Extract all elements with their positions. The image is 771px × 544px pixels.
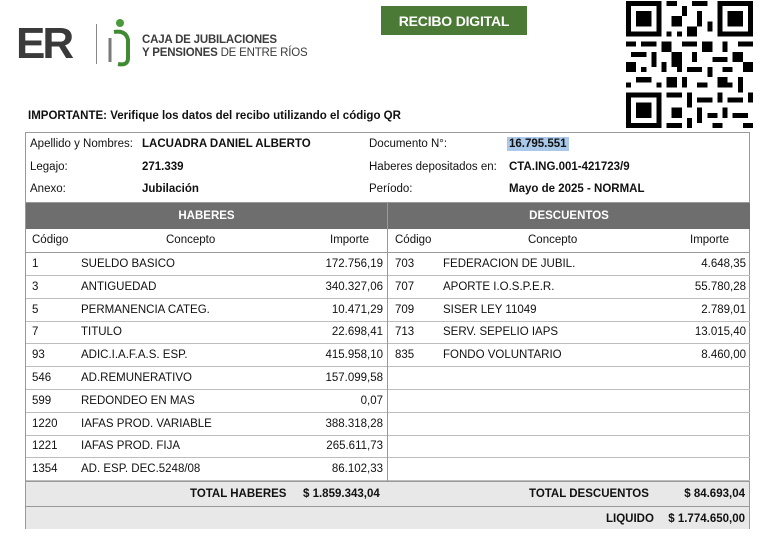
descuentos-header: DESCUENTOS <box>388 203 750 229</box>
haberes-concepto-cell: TITULO <box>81 326 122 339</box>
descuentos-importe-cell: 8.460,00 <box>701 349 746 362</box>
descuentos-col-codigo: Código <box>395 234 432 246</box>
descuentos-codigo-cell: 707 <box>395 280 415 293</box>
haberes-table-row <box>26 367 387 390</box>
haberes-codigo-cell: 93 <box>32 349 45 362</box>
anexo-value: Jubilación <box>142 183 199 195</box>
haberes-table-row <box>26 253 387 276</box>
info-row-3 <box>26 178 749 200</box>
haberes-concepto-cell: IAFAS PROD. FIJA <box>81 440 181 453</box>
total-descuentos-value: $ 84.693,04 <box>684 488 745 500</box>
haberes-concepto-cell: REDONDEO EN MAS <box>81 394 195 407</box>
haberes-codigo-cell: 7 <box>32 326 39 339</box>
logo-separator <box>96 24 97 64</box>
haberes-concepto-cell: AD.REMUNERATIVO <box>81 372 192 384</box>
apellido-value: LACUADRA DANIEL ALBERTO <box>142 138 311 150</box>
haberes-codigo-cell: 1 <box>32 258 39 270</box>
descuentos-table-row <box>388 458 750 481</box>
legajo-label: Legajo: <box>30 161 68 173</box>
descuentos-table-row <box>388 367 750 390</box>
qr-code-icon[interactable] <box>626 1 753 128</box>
haberes-concepto-cell: ADIC.I.A.F.A.S. ESP. <box>81 349 188 362</box>
descuentos-codigo-cell: 835 <box>395 349 415 362</box>
beneficiary-info <box>25 132 750 202</box>
receipt-table <box>25 202 750 529</box>
anexo-label: Anexo: <box>30 183 66 195</box>
periodo-label: Período: <box>369 183 413 195</box>
descuentos-importe-cell: 55.780,28 <box>694 280 746 293</box>
haberes-importe-cell: 10.471,29 <box>331 303 383 316</box>
apellido-label: Apellido y Nombres: <box>30 138 133 150</box>
haberes-table-row <box>26 390 387 413</box>
haberes-column-headers <box>26 229 387 253</box>
total-descuentos-label: TOTAL DESCUENTOS <box>529 488 649 500</box>
column-divider <box>387 203 388 481</box>
haberes-table-row <box>26 299 387 322</box>
info-row-2 <box>26 156 749 178</box>
haberes-table-row <box>26 344 387 367</box>
descuentos-concepto-cell: SISER LEY 11049 <box>443 303 537 316</box>
org-line2-light: DE ENTRE RÍOS <box>220 47 308 59</box>
haberes-codigo-cell: 1354 <box>32 463 58 476</box>
totals-band <box>26 481 749 506</box>
haberes-concepto-cell: PERMANENCIA CATEG. <box>81 303 210 316</box>
descuentos-concepto-cell: FEDERACION DE JUBIL. <box>443 258 576 270</box>
liquido-band <box>26 506 749 529</box>
descuentos-table-row <box>388 321 750 344</box>
haberes-importe-cell: 172.756,19 <box>325 258 383 270</box>
haberes-importe-cell: 388.318,28 <box>325 417 383 430</box>
haberes-codigo-cell: 599 <box>32 394 52 407</box>
descuentos-col-importe: Importe <box>690 234 729 246</box>
haberes-col-codigo: Código <box>32 234 69 246</box>
recibo-digital-badge: RECIBO DIGITAL <box>381 6 527 35</box>
documento-value: 16.795.551 <box>509 138 567 150</box>
total-haberes-value: $ 1.859.343,04 <box>303 488 380 500</box>
haberes-importe-cell: 0,07 <box>360 394 383 407</box>
haberes-importe-cell: 415.958,10 <box>325 349 383 362</box>
haberes-importe-cell: 265.611,73 <box>326 440 383 453</box>
haberes-table-row <box>26 321 387 344</box>
haberes-table-row <box>26 276 387 299</box>
descuentos-importe-cell: 4.648,35 <box>701 258 746 270</box>
haberes-col-importe: Importe <box>330 234 369 246</box>
descuentos-table-row <box>388 413 750 436</box>
haberes-concepto-cell: ANTIGUEDAD <box>81 280 157 293</box>
descuentos-table-row <box>388 390 750 413</box>
haberes-header: HABERES <box>26 203 387 229</box>
haberes-concepto-cell: SUELDO BASICO <box>81 258 175 270</box>
haberes-depositados-label: Haberes depositados en: <box>369 161 497 173</box>
haberes-depositados-value: CTA.ING.001-421723/9 <box>509 161 630 173</box>
descuentos-table-row <box>388 435 750 458</box>
liquido-value: $ 1.774.650,00 <box>668 513 745 525</box>
haberes-importe-cell: 157.099,58 <box>325 372 383 384</box>
descuentos-table-row <box>388 299 750 322</box>
haberes-importe-cell: 22.698,41 <box>331 326 383 339</box>
periodo-value: Mayo de 2025 - NORMAL <box>509 183 645 195</box>
haberes-codigo-cell: 1221 <box>32 440 58 453</box>
descuentos-column-headers <box>388 229 750 253</box>
descuentos-codigo-cell: 709 <box>395 303 415 316</box>
org-line2-bold: Y PENSIONES <box>142 47 218 59</box>
total-haberes-label: TOTAL HABERES <box>190 488 287 500</box>
important-notice: IMPORTANTE: Verifique los datos del recibo utilizando el código QR <box>28 110 401 122</box>
legajo-value: 271.339 <box>142 161 184 173</box>
haberes-concepto-cell: AD. ESP. DEC.5248/08 <box>81 463 201 476</box>
haberes-col-concepto: Concepto <box>166 234 216 246</box>
haberes-importe-cell: 340.327,06 <box>325 280 383 293</box>
er-logo: ER <box>16 19 72 68</box>
descuentos-concepto-cell: APORTE I.O.S.P.E.R. <box>443 280 555 293</box>
descuentos-col-concepto: Concepto <box>528 234 578 246</box>
descuentos-codigo-cell: 713 <box>395 326 415 339</box>
descuentos-importe-cell: 2.789,01 <box>701 303 746 316</box>
descuentos-table-row <box>388 276 750 299</box>
haberes-table-row <box>26 458 387 481</box>
info-row-1 <box>26 133 749 155</box>
descuentos-importe-cell: 13.015,40 <box>694 326 746 339</box>
descuentos-concepto-cell: SERV. SEPELIO IAPS <box>443 326 559 339</box>
descuentos-concepto-cell: FONDO VOLUNTARIO <box>443 349 562 362</box>
haberes-concepto-cell: IAFAS PROD. VARIABLE <box>81 417 212 430</box>
caja-logo-icon <box>104 18 134 68</box>
haberes-importe-cell: 86.102,33 <box>331 463 383 476</box>
org-line1: CAJA DE JUBILACIONES <box>142 34 277 46</box>
descuentos-codigo-cell: 703 <box>395 258 415 270</box>
descuentos-table-row <box>388 253 750 276</box>
documento-label: Documento N°: <box>369 138 448 150</box>
liquido-label: LIQUIDO <box>606 513 654 525</box>
haberes-table-row <box>26 413 387 436</box>
org-name <box>142 34 307 60</box>
haberes-codigo-cell: 5 <box>32 303 39 316</box>
haberes-codigo-cell: 546 <box>32 372 52 384</box>
haberes-table-row <box>26 435 387 458</box>
descuentos-table-row <box>388 344 750 367</box>
haberes-codigo-cell: 1220 <box>32 417 58 430</box>
haberes-codigo-cell: 3 <box>32 280 39 293</box>
